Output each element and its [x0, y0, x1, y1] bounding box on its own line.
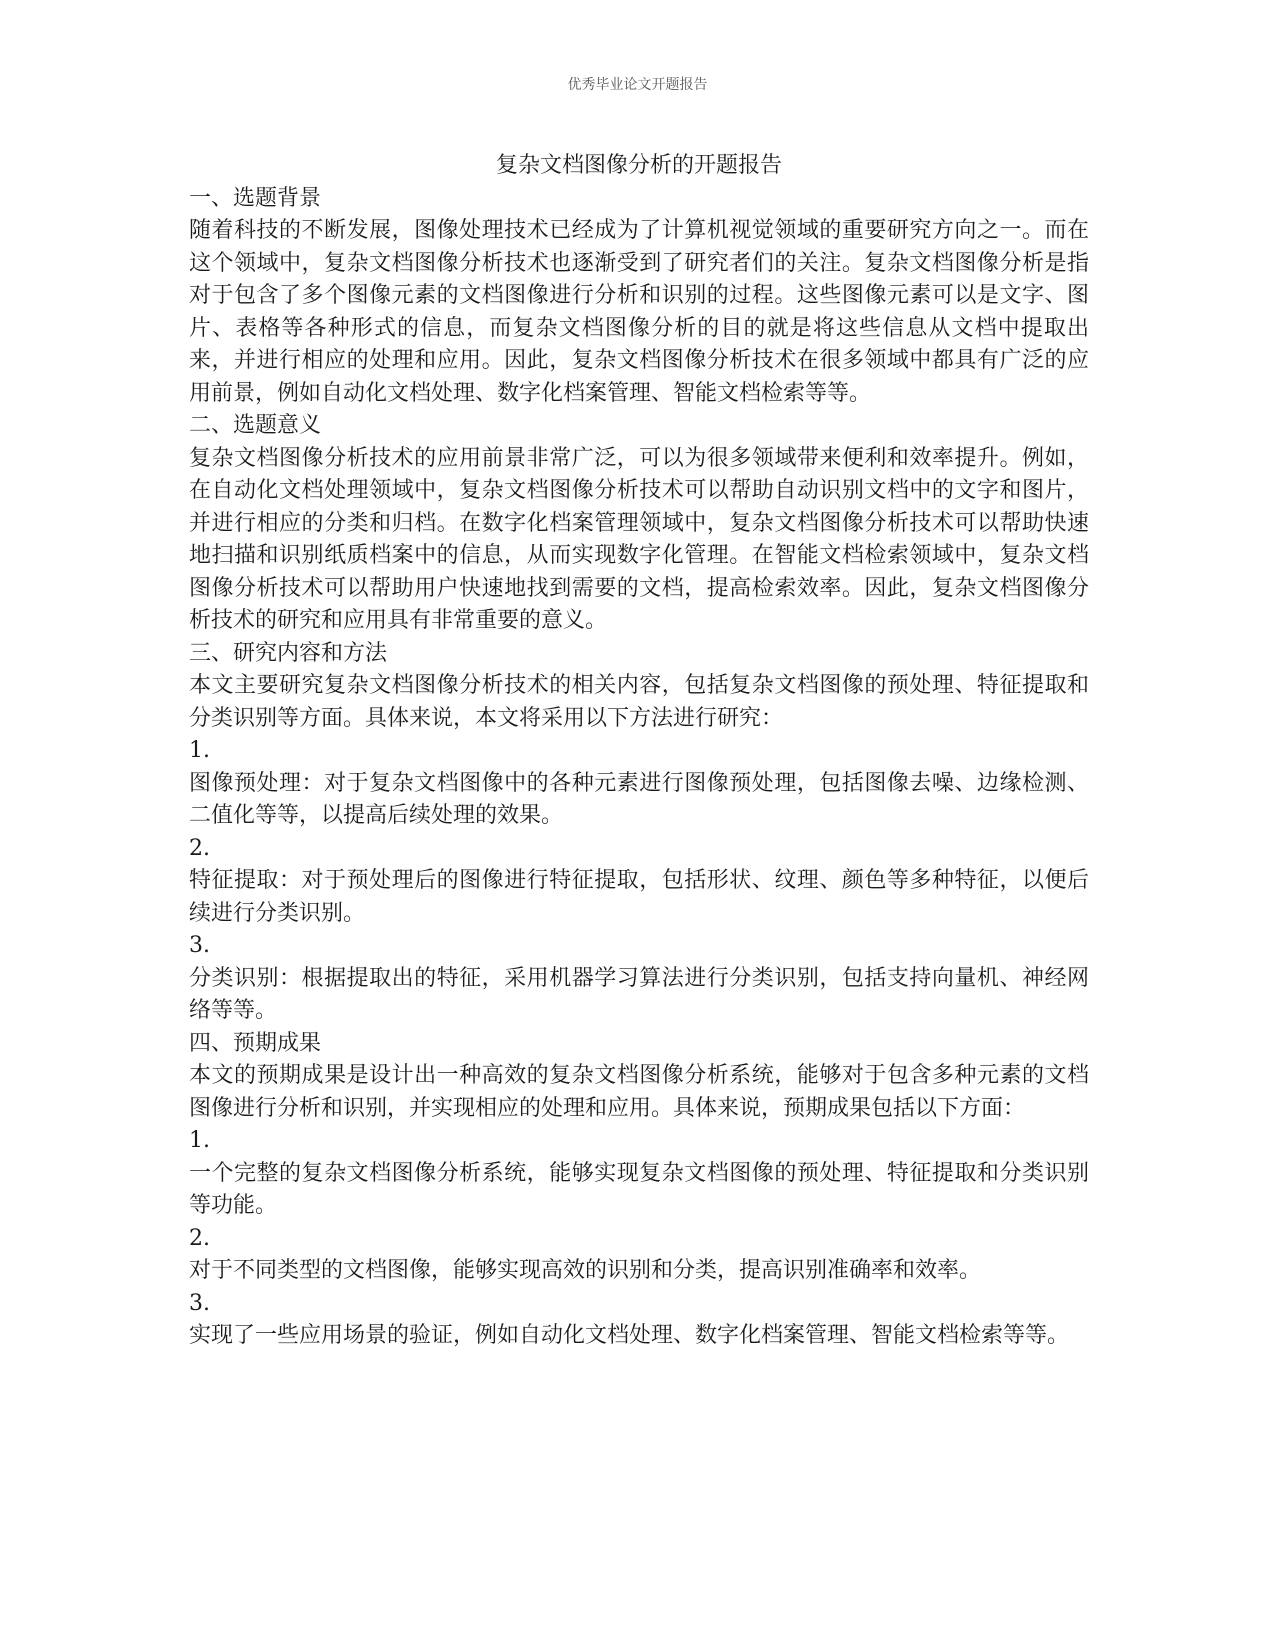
section-heading-background: 一、选题背景 [189, 185, 322, 211]
running-header: 优秀毕业论文开题报告 [567, 77, 708, 93]
paragraph-background: 随着科技的不断发展，图像处理技术已经成为了计算机视觉领域的重要研究方向之一。而在这个领域中，复杂文档图像分析技术也逐渐受到了研究者们的关注。复杂文档图像分析是指对于包含了多个图像元素的文档图像进行分析和识别的过程。这些图像元素可以是文字、图片、表格等各种形式的信息，而复杂文档图像分析的目的就是将这些信息从文档中提取出来，并进行相应的处理和应用。因此，复杂文档图像分析技术在很多领域中都具有广泛的应用前景，例如自动化文档处理、数字化档案管理、智能文档检索等等。 [189, 218, 1089, 406]
list-item-text: 一个完整的复杂文档图像分析系统，能够实现复杂文档图像的预处理、特征提取和分类识别等功能。 [189, 1160, 1089, 1218]
paragraph-significance: 复杂文档图像分析技术的应用前景非常广泛，可以为很多领域带来便利和效率提升。例如，在自动化文档处理领域中，复杂文档图像分析技术可以帮助自动识别文档中的文字和图片，并进行相应的分类和归档。在数字化档案管理领域中，复杂文档图像分析技术可以帮助快速地扫描和识别纸质档案中的信息，从而实现数字化管理。在智能文档检索领域中，复杂文档图像分析技术可以帮助用户快速地找到需要的文档，提高检索效率。因此，复杂文档图像分析技术的研究和应用具有非常重要的意义。 [189, 445, 1089, 633]
list-item-text: 实现了一些应用场景的验证，例如自动化文档处理、数字化档案管理、智能文档检索等等。 [189, 1323, 1070, 1348]
document-body [189, 150, 1089, 1353]
list-item-number: 3. [189, 1290, 210, 1316]
list-item-number: 2. [189, 835, 210, 861]
paragraph-methods-intro: 本文主要研究复杂文档图像分析技术的相关内容，包括复杂文档图像的预处理、特征提取和分类识别等方面。具体来说，本文将采用以下方法进行研究： [189, 673, 1089, 731]
paragraph-outcomes-intro: 本文的预期成果是设计出一种高效的复杂文档图像分析系统，能够对于包含多种元素的文档图像进行分析和识别，并实现相应的处理和应用。具体来说，预期成果包括以下方面： [189, 1063, 1089, 1121]
section-heading-methods: 三、研究内容和方法 [189, 640, 388, 666]
section-heading-significance: 二、选题意义 [189, 413, 322, 438]
section-heading-outcomes: 四、预期成果 [189, 1030, 322, 1056]
list-item-number: 1. [189, 738, 210, 763]
list-item-text: 图像预处理：对于复杂文档图像中的各种元素进行图像预处理，包括图像去噪、边缘检测、二值化等等，以提高后续处理的效果。 [189, 770, 1089, 828]
list-item-number: 3. [189, 933, 210, 958]
list-item-text: 特征提取：对于预处理后的图像进行特征提取，包括形状、纹理、颜色等多种特征，以便后续进行分类识别。 [189, 868, 1089, 926]
list-item-number: 1. [189, 1128, 210, 1153]
list-item-number: 2. [189, 1225, 210, 1251]
list-item-text: 分类识别：根据提取出的特征，采用机器学习算法进行分类识别，包括支持向量机、神经网络等等。 [189, 965, 1089, 1023]
list-item-text: 对于不同类型的文档图像，能够实现高效的识别和分类，提高识别准确率和效率。 [189, 1258, 982, 1283]
document-title: 复杂文档图像分析的开题报告 [495, 153, 782, 178]
